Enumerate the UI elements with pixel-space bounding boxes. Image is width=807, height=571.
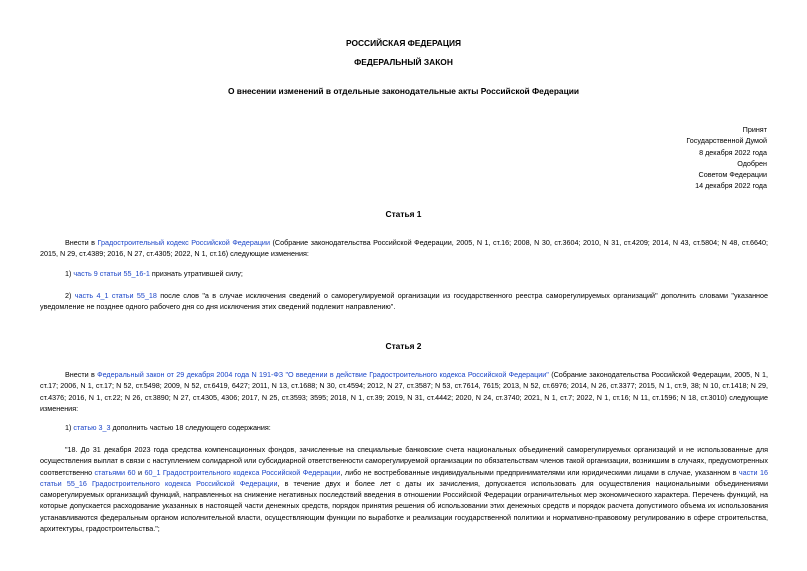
article-2-quote [40, 444, 768, 534]
text-span: признать утратившей силу; [149, 269, 243, 278]
country-header: РОССИЙСКАЯ ФЕДЕРАЦИЯ [345, 38, 462, 48]
link-part-9[interactable]: часть 9 статьи 55_16-1 [73, 269, 150, 278]
item-number: 2) [65, 291, 75, 300]
link-article-3-3[interactable]: статью 3_3 [73, 423, 111, 432]
link-federal-law-191[interactable]: Федеральный закон от 29 декабря 2004 года N 191-ФЗ "О введении в действие Градостроительного кодекса Российской Федерации" [97, 370, 549, 379]
text-span: "18. До 31 декабря 2023 года средства компенсационных фондов, зачисленные на специальные банковские счета национальных объединений саморегулируемых организаций и не использованные для осуществления выплат в связи с наступлением солидарной или субсидиарной ответственности саморегулируемой организации по обязательствам членов такой организации, возникшим в случаях, предусмотренных соответственно [40, 445, 768, 477]
item-number: 1) [65, 423, 74, 432]
text-span: Внести в [65, 370, 98, 379]
link-article-60[interactable]: статьями 60 [94, 467, 136, 477]
article-1-heading: Статья 1 [385, 209, 422, 219]
text-span: и [135, 467, 145, 477]
link-part-4-1[interactable]: часть 4_1 статьи 55_18 [74, 291, 157, 300]
link-urban-code[interactable]: Градостроительный кодекс Российской Федерации [97, 238, 270, 247]
law-title: О внесении изменений в отдельные законодательные акты Российской Федерации [227, 86, 580, 96]
text-span: дополнить частью 18 следующего содержания: [110, 423, 271, 432]
article-1-intro [40, 237, 768, 260]
acceptance-line: Советом Федерации [698, 170, 767, 180]
article-1-item-2 [40, 290, 768, 313]
acceptance-line: 14 декабря 2022 года [695, 181, 767, 191]
article-1-item-1 [40, 268, 768, 279]
acceptance-block [686, 124, 767, 192]
law-type-header: ФЕДЕРАЛЬНЫЙ ЗАКОН [354, 57, 453, 67]
article-2-heading: Статья 2 [385, 341, 422, 351]
acceptance-line: Государственной Думой [686, 136, 767, 146]
text-span: , в течение двух и более лет с даты их зачисления, допускается использовать для осуществления национальными объединениями саморегулируемых организаций функций, направленных на снижение негативных последствий введения в отношении Российской Федерации ограничительных мер экономического характера. Перечень функций, на которые допускается расходование указанных в настоящей части денежных средств, порядок принятия решения об использовании этих денежных средств и порядок расчета допустимого объема их использования устанавливаются федеральным органом исполнительной власти, осуществляющим функции по выработке и реализации государственной политики и нормативно-правовому регулированию в сфере строительства, архитектуры, градостроительства."; [40, 478, 768, 534]
link-article-60-1[interactable]: 60_1 Градостроительного кодекса Российской Федерации [144, 467, 341, 477]
item-number: 1) [65, 269, 74, 278]
text-span: после слов "а в случае исключения сведений о саморегулируемой организации из государственного реестра саморегулируемых организаций" дополнить словами "указанное уведомление не позднее одного рабочего дня со дня исключения этих сведений подлежит направлению". [40, 291, 768, 312]
text-span: Внести в [65, 238, 98, 247]
article-2-item-1 [40, 422, 768, 433]
acceptance-line: Принят [742, 125, 767, 134]
acceptance-line: 8 декабря 2022 года [699, 147, 767, 157]
article-2-intro [40, 369, 768, 414]
text-span: (Собрание законодательства Российской Федерации, 2005, N 1, ст.16; 2008, N 30, ст.3604; 2010, N 31, ст.4209; 2014, N 43, ст.5804; N 48, ст.6640; 2015, N 29, ст.4389; 2016, N 27, ст.4305; 2022, N 1, ст.16) следующие изменения: [40, 238, 768, 259]
link-part-16[interactable]: части 16 статьи 55_16 Градостроительного кодекса Российской Федерации [40, 467, 768, 488]
text-span: , либо не востребованные индивидуальными предпринимателями или юридическими лицами в случае, указанном в [340, 467, 739, 477]
acceptance-line: Одобрен [737, 158, 767, 168]
text-span: (Собрание законодательства Российской Федерации, 2005, N 1, ст.17; 2006, N 1, ст.17; N 52, ст.5498; 2009, N 52, ст.6419, 6427; 2011, N 13, ст.1688; N 30, ст.4594; 2012, N 27, ст.3587; N 53, ст.7614, 7615; 2013, N 52, ст.6976; 2014, N 26, ст.3377; 2015, N 1, ст.9, 38; N 10, ст.1418; N 29, ст.4376; 2016, N 1, ст.22; N 26, ст.3890; N 27, ст.4305, 4306; 2017, N 25, ст.3593; 3595; 2018, N 1, ст.39; 2019, N 31, ст.4442; 2020, N 24, ст.3740; 2021, N 1, ст.7; 2022, N 1, ст.16; N 11, ст.1596; N 18, ст.3010) следующие изменения: [40, 370, 768, 413]
